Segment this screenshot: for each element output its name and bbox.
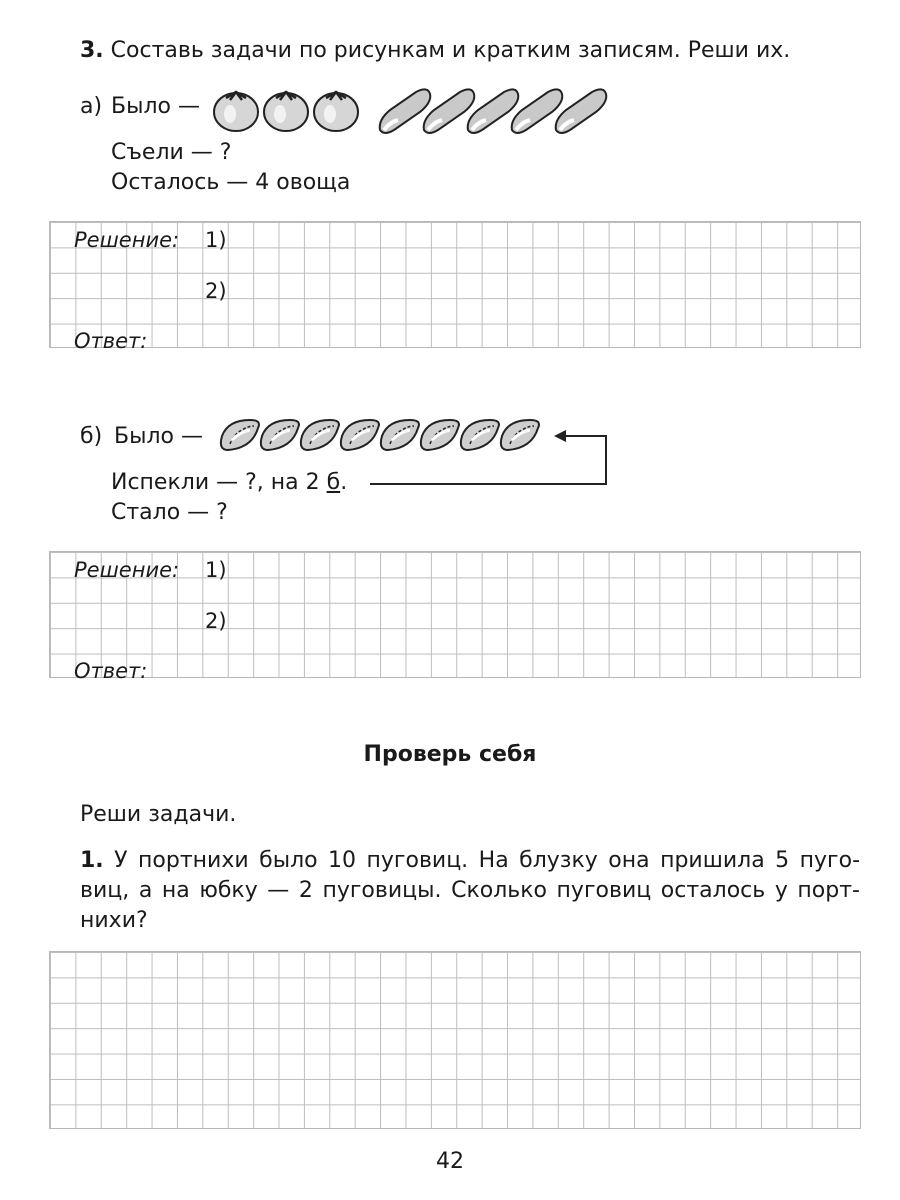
check-yourself-instruction: Реши задачи. bbox=[80, 802, 237, 827]
tomato-icon bbox=[264, 92, 308, 131]
page-number: 42 bbox=[436, 1149, 464, 1174]
cucumber-icon bbox=[468, 89, 519, 133]
part-b-label: б) bbox=[80, 424, 103, 449]
solution-grid-a[interactable] bbox=[49, 221, 861, 353]
part-a-had: Было — bbox=[111, 94, 200, 119]
part-b-baked-suffix: . bbox=[340, 470, 348, 495]
part-b-had: Было — bbox=[114, 424, 203, 449]
task3-title: Составь задачи по рисункам и кратким записям. Реши их. bbox=[110, 38, 791, 63]
pie-icon bbox=[381, 420, 419, 450]
check-yourself-heading: Проверь себя bbox=[363, 742, 537, 767]
part-a-eaten: Съели — ? bbox=[111, 140, 232, 165]
solution-step-2: 2) bbox=[205, 609, 227, 633]
part-a-illustration bbox=[210, 84, 630, 138]
pie-icon bbox=[501, 420, 539, 450]
problem-1-number: 1. bbox=[80, 848, 104, 873]
part-b-baked bbox=[111, 468, 347, 498]
answer-label: Ответ: bbox=[74, 659, 148, 683]
tomato-icon bbox=[314, 92, 358, 131]
task3-number: 3. bbox=[80, 38, 104, 63]
part-a-left: Осталось — 4 овоща bbox=[111, 170, 351, 195]
pie-icon bbox=[461, 420, 499, 450]
part-a-label: а) bbox=[80, 94, 103, 119]
solution-step-1: 1) bbox=[205, 228, 227, 252]
pie-icon bbox=[421, 420, 459, 450]
problem-1-text: У портнихи было 10 пуговиц. На блузку она пришила 5 пуговиц, а на юбку — 2 пуговицы. Сколько пуговиц осталось у портнихи? bbox=[80, 848, 861, 933]
answer-label: Ответ: bbox=[74, 329, 148, 353]
solution-label: Решение: bbox=[74, 558, 180, 582]
tomato-icon bbox=[214, 92, 258, 131]
part-b-baked-unit: б bbox=[326, 470, 341, 495]
solution-step-1: 1) bbox=[205, 558, 227, 582]
solution-grid-b[interactable] bbox=[49, 551, 861, 683]
answer-grid-problem-1[interactable] bbox=[49, 951, 861, 1129]
pie-icon bbox=[221, 420, 259, 450]
cucumber-icon bbox=[556, 89, 607, 133]
solution-step-2: 2) bbox=[205, 279, 227, 303]
cucumber-icon bbox=[380, 89, 431, 133]
cucumber-icon bbox=[424, 89, 475, 133]
pie-icon bbox=[301, 420, 339, 450]
part-b-baked-prefix: Испекли — ?, на 2 bbox=[111, 470, 327, 495]
solution-label: Решение: bbox=[74, 228, 180, 252]
part-b-became: Стало — ? bbox=[111, 500, 228, 525]
problem-1 bbox=[80, 846, 860, 936]
task3-heading bbox=[80, 36, 790, 66]
cucumber-icon bbox=[512, 89, 563, 133]
pie-icon bbox=[341, 420, 379, 450]
pie-icon bbox=[261, 420, 299, 450]
